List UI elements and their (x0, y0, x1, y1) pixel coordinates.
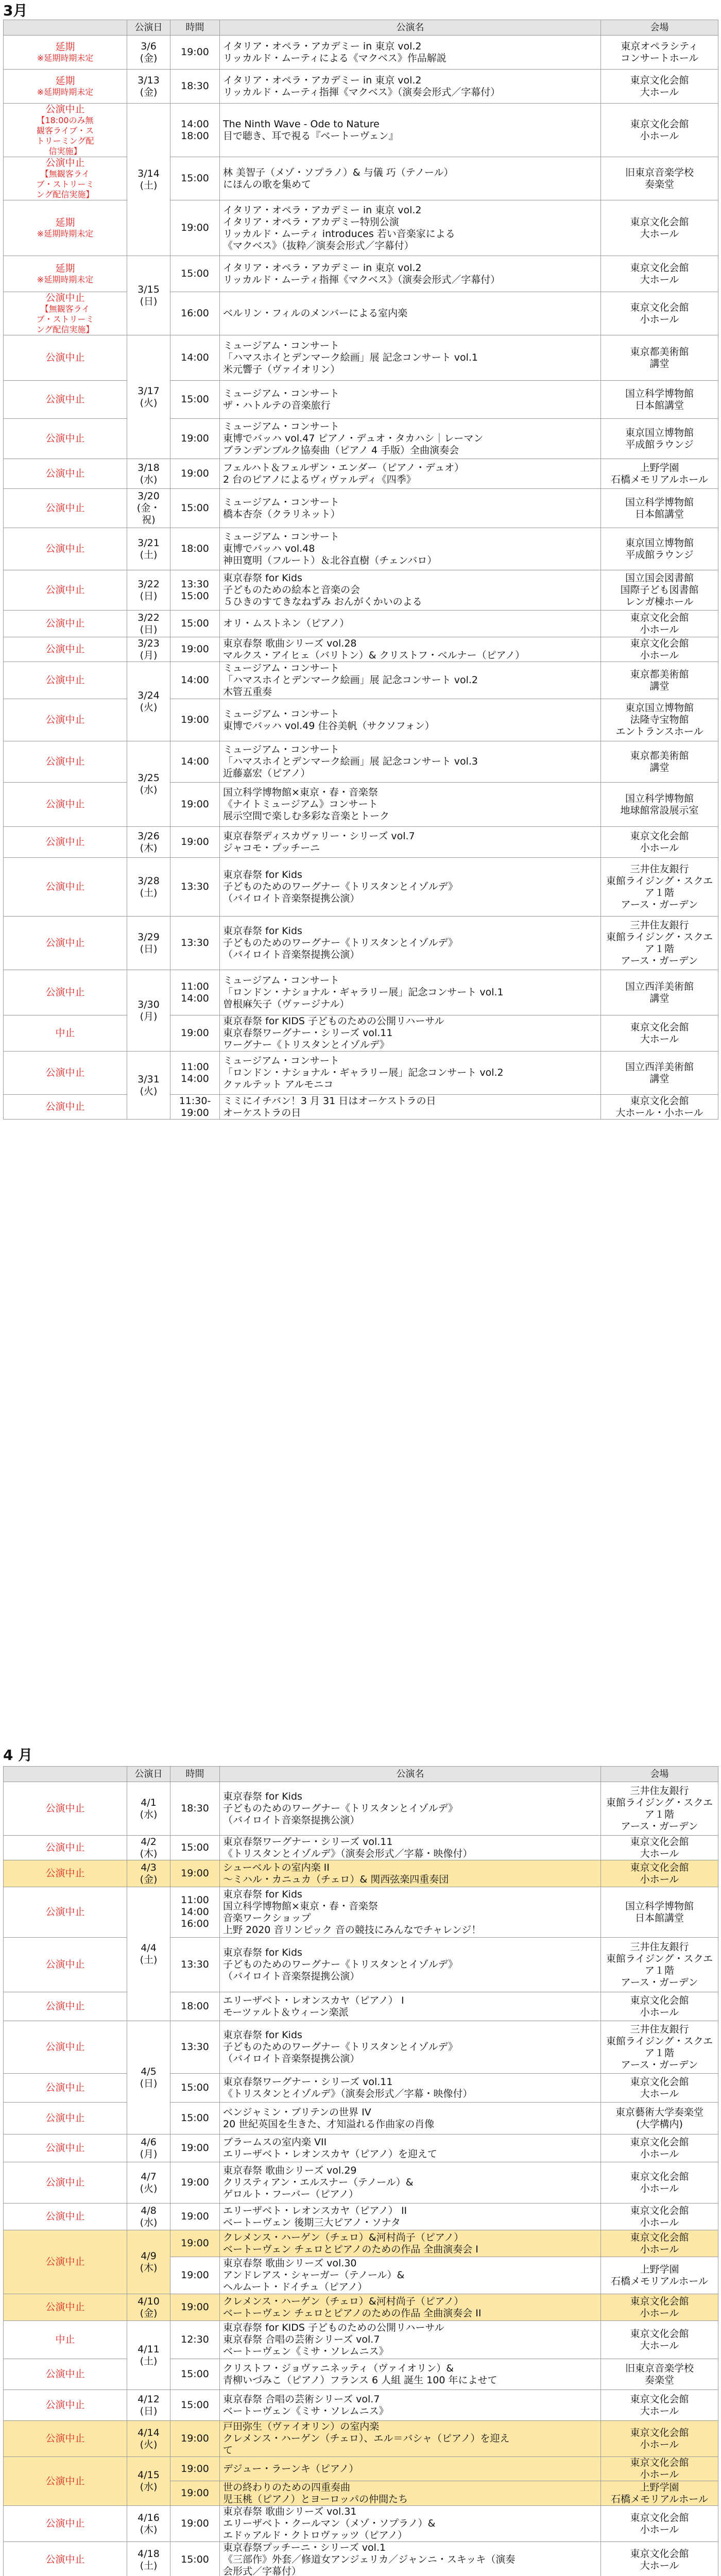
time-cell: 18:00 (170, 1992, 220, 2021)
date-cell: 4/11 (土) (127, 2321, 170, 2390)
table-row (4, 70, 718, 104)
title-cell: ミュージアム・コンサート 「ハマスホイとデンマーク絵画」展 記念コンサート vol.3 近藤嘉宏（ピアノ） (220, 741, 601, 783)
venue-cell: 東京文化会館 小ホール (601, 2230, 718, 2257)
table-row (4, 292, 718, 335)
date-cell: 3/24 (火) (127, 662, 170, 741)
table-row (4, 1938, 718, 1992)
venue-cell: 東京文化会館 大ホール (601, 2542, 718, 2576)
venue-cell: 東京文化会館 大ホール (601, 200, 718, 256)
time-cell: 19:00 (170, 827, 220, 858)
date-cell: 4/8 (水) (127, 2204, 170, 2230)
status-cell: 公演中止 (4, 2542, 127, 2576)
status-cell: 公演中止 (4, 970, 127, 1015)
table-row (4, 1782, 718, 1836)
date-cell: 4/12 (日) (127, 2390, 170, 2421)
table-row (4, 2421, 718, 2457)
date-cell: 3/22 (日) (127, 611, 170, 637)
title-cell: ミミにイチバン！3 月 31 日はオーケストラの日 オーケストラの日 (220, 1095, 601, 1120)
venue-cell: 東京文化会館 小ホール (601, 1992, 718, 2021)
date-cell: 4/15 (水) (127, 2457, 170, 2506)
time-cell: 19:00 (170, 459, 220, 489)
time-cell: 15:00 (170, 2359, 220, 2390)
title-cell: クリストフ・ジョヴァニネッティ（ヴァイオリン）& 青柳いづみこ（ピアノ）フランス 6 人組 誕生 100 年によせて (220, 2359, 601, 2390)
table-row (4, 662, 718, 699)
venue-cell: 東京文化会館 小ホール (601, 2457, 718, 2481)
venue-cell: 東京国立博物館 平成館ラウンジ (601, 419, 718, 459)
table-header-row (4, 20, 718, 36)
status-cell: 公演中止 (4, 2294, 127, 2321)
title-cell: ミュージアム・コンサート 「ロンドン・ナショナル・ギャラリー展」記念コンサート vol.1 曽根麻矢子（ヴァージナル） (220, 970, 601, 1015)
venue-cell: 東京文化会館 小ホール (601, 637, 718, 662)
table-row (4, 1860, 718, 1887)
status-cell: 公演中止 (4, 2359, 127, 2390)
status-cell: 公演中止 (4, 489, 127, 528)
venue-cell: 東京文化会館 小ホール (601, 2506, 718, 2542)
venue-cell: 東京オペラシティ コンサートホール (601, 36, 718, 70)
title-cell: ブラームスの室内楽 VII エリーザベト・レオンスカヤ（ピアノ）を迎えて (220, 2134, 601, 2162)
venue-cell: 東京文化会館 小ホール (601, 827, 718, 858)
title-cell: 東京春祭 歌曲シリーズ vol.31 エリーザベト・クールマン（メゾ・ソプラノ）& エドゥアルド・クトロヴァッツ（ピアノ） (220, 2506, 601, 2542)
time-cell: 15:00 (170, 1836, 220, 1860)
status-cell: 公演中止 (4, 2074, 127, 2103)
title-cell: 東京春祭 for Kids 子どものためのワーグナー《トリスタンとイゾルデ》 （バイロイト音楽祭提携公演） (220, 1938, 601, 1992)
venue-cell: 国立西洋美術館 講堂 (601, 970, 718, 1015)
venue-cell: 東京都美術館 講堂 (601, 741, 718, 783)
title-cell: イタリア・オペラ・アカデミー in 東京 vol.2 リッカルド・ムーティ指揮《マクベス》（演奏会形式／字幕付） (220, 70, 601, 104)
time-cell: 19:00 (170, 2257, 220, 2294)
time-cell: 19:00 (170, 2204, 220, 2230)
venue-cell: 東京藝術大学奏楽堂 (大学構内) (601, 2103, 718, 2134)
status-cell: 公演中止 (4, 662, 127, 699)
status-cell: 公演中止 【無観客ライ ブ・ストリーミ ング配信実施】 (4, 157, 127, 200)
status-cell: 公演中止 (4, 917, 127, 970)
table-row (4, 2230, 718, 2257)
table-row (4, 2134, 718, 2162)
venue-cell: 三井住友銀行 東館ライジング・スクエ ア１階 アース・ガーデン (601, 858, 718, 917)
table-row (4, 419, 718, 459)
status-cell: 公演中止 (4, 858, 127, 917)
time-cell: 14:00 18:00 (170, 104, 220, 157)
date-cell: 3/26 (木) (127, 827, 170, 858)
venue-header: 会場 (601, 20, 718, 36)
venue-cell: 東京都美術館 講堂 (601, 335, 718, 381)
status-cell: 公演中止 (4, 2204, 127, 2230)
status-cell: 公演中止 (4, 611, 127, 637)
title-cell: 東京春祭 歌曲シリーズ vol.28 マルクス・アイヒェ（バリトン）& クリストフ・ベルナー（ピアノ） (220, 637, 601, 662)
time-cell: 18:00 (170, 528, 220, 570)
status-cell: 公演中止 (4, 1052, 127, 1095)
status-cell: 公演中止 (4, 459, 127, 489)
time-cell: 13:30 (170, 1938, 220, 1992)
table-row (4, 2021, 718, 2074)
table-row (4, 699, 718, 741)
venue-cell: 東京文化会館 大ホール (601, 70, 718, 104)
title-cell: 東京春祭ワーグナー・シリーズ vol.11 《トリスタンとイゾルデ》（演奏会形式／字幕・映像付） (220, 2074, 601, 2103)
venue-cell: 東京国立博物館 平成館ラウンジ (601, 528, 718, 570)
time-cell: 16:00 (170, 292, 220, 335)
table-row (4, 2506, 718, 2542)
time-cell: 15:00 (170, 381, 220, 419)
status-cell: 延期 ※延期時期未定 (4, 70, 127, 104)
date-cell: 3/28 (土) (127, 858, 170, 917)
status-cell: 公演中止 (4, 1992, 127, 2021)
title-cell: 東京春祭 for KIDS 子どものための公開リハーサル 東京春祭 合唱の芸術シリーズ vol.7 ベートーヴェン《ミサ・ソレムニス》 (220, 2321, 601, 2359)
venue-cell: 東京文化会館 小ホール (601, 2134, 718, 2162)
venue-cell: 旧東京音楽学校 奏楽堂 (601, 2359, 718, 2390)
venue-cell: 東京文化会館 小ホール (601, 611, 718, 637)
venue-cell: 上野学園 石橋メモリアルホール (601, 2481, 718, 2506)
time-cell: 13:30 15:00 (170, 570, 220, 611)
table-row (4, 917, 718, 970)
table-row (4, 489, 718, 528)
title-header: 公演名 (220, 1767, 601, 1782)
time-cell: 19:00 (170, 637, 220, 662)
venue-cell: 東京文化会館 大ホール (601, 1015, 718, 1052)
time-cell: 19:00 (170, 36, 220, 70)
table-row (4, 2321, 718, 2359)
title-cell: イタリア・オペラ・アカデミー in 東京 vol.2 リッカルド・ムーティ指揮《マクベス》（演奏会形式／字幕付） (220, 256, 601, 292)
title-cell: 東京春祭プッチーニ・シリーズ vol.1 《三部作》外套／修道女アンジェリカ／ジャンニ・スキッキ（演奏 会形式／字幕付） (220, 2542, 601, 2576)
table-row (4, 2294, 718, 2321)
venue-cell: 国立西洋美術館 講堂 (601, 1052, 718, 1095)
title-cell: ミュージアム・コンサート 「ロンドン・ナショナル・ギャラリー展」記念コンサート vol.2 クァルテット アルモニコ (220, 1052, 601, 1095)
title-cell: 国立科学博物館×東京・春・音楽祭 《ナイトミュージアム》コンサート 展示空間で楽しむ多彩な音楽とトーク (220, 783, 601, 827)
status-cell: 公演中止 (4, 2421, 127, 2457)
table-row (4, 2359, 718, 2390)
table-row (4, 2457, 718, 2481)
date-cell: 4/2 (木) (127, 1836, 170, 1860)
time-cell: 11:00 14:00 (170, 970, 220, 1015)
venue-cell: 東京文化会館 小ホール (601, 2294, 718, 2321)
date-cell: 4/18 (土) (127, 2542, 170, 2576)
table-row (4, 741, 718, 783)
venue-cell: 三井住友銀行 東館ライジング・スクエ ア１階 アース・ガーデン (601, 917, 718, 970)
time-cell: 19:00 (170, 2421, 220, 2457)
april-heading: 4 月 (3, 1747, 32, 1764)
date-cell: 3/31 (火) (127, 1052, 170, 1120)
table-row (4, 2204, 718, 2230)
date-cell: 3/23 (月) (127, 637, 170, 662)
table-row (4, 2390, 718, 2421)
status-cell: 公演中止 【無観客ライ ブ・ストリーミ ング配信実施】 (4, 292, 127, 335)
status-cell: 公演中止 (4, 2230, 127, 2294)
time-cell: 13:30 (170, 858, 220, 917)
date-cell: 3/22 (日) (127, 570, 170, 611)
title-cell: デジュー・ラーンキ（ピアノ） (220, 2457, 601, 2481)
venue-cell: 国立科学博物館 地球館常設展示室 (601, 783, 718, 827)
venue-cell: 東京文化会館 小ホール (601, 2204, 718, 2230)
time-cell: 19:00 (170, 1015, 220, 1052)
status-cell: 中止 (4, 2321, 127, 2359)
title-cell: ミュージアム・コンサート 橋本杏奈（クラリネット） (220, 489, 601, 528)
venue-header: 会場 (601, 1767, 718, 1782)
time-cell: 19:00 (170, 2134, 220, 2162)
date-cell: 4/16 (木) (127, 2506, 170, 2542)
title-cell: クレメンス・ハーゲン（チェロ）&河村尚子（ピアノ） ベートーヴェン チェロとピアノのための作品 全曲演奏会 II (220, 2294, 601, 2321)
date-cell: 3/30 (月) (127, 970, 170, 1052)
table-row (4, 1887, 718, 1938)
date-cell: 4/7 (火) (127, 2162, 170, 2204)
status-cell: 公演中止 【18:00のみ無 観客ライブ・ス トリーミング配 信実施】 (4, 104, 127, 157)
time-cell: 19:00 (170, 2294, 220, 2321)
time-cell: 15:00 (170, 2074, 220, 2103)
status-cell: 公演中止 (4, 1860, 127, 1887)
venue-cell: 三井住友銀行 東館ライジング・スクエ ア１階 アース・ガーデン (601, 1782, 718, 1836)
date-cell: 3/25 (水) (127, 741, 170, 827)
table-row (4, 1992, 718, 2021)
time-header: 時間 (170, 1767, 220, 1782)
title-cell: ミュージアム・コンサート 「ハマスホイとデンマーク絵画」展 記念コンサート vol.1 米元響子（ヴァイオリン） (220, 335, 601, 381)
date-cell: 4/3 (金) (127, 1860, 170, 1887)
status-cell: 公演中止 (4, 1095, 127, 1120)
date-cell: 3/21 (土) (127, 528, 170, 570)
table-row (4, 335, 718, 381)
venue-cell: 東京都美術館 講堂 (601, 662, 718, 699)
title-cell: シューベルトの室内楽 II 〜ミハル・カニュカ（チェロ）& 関西弦楽四重奏団 (220, 1860, 601, 1887)
venue-cell: 国立科学博物館 日本館講堂 (601, 489, 718, 528)
table-row (4, 2103, 718, 2134)
date-cell: 3/17 (火) (127, 335, 170, 459)
title-cell: 東京春祭 for Kids 子どものためのワーグナー《トリスタンとイゾルデ》 （バイロイト音楽祭提携公演） (220, 917, 601, 970)
time-cell: 14:00 (170, 662, 220, 699)
title-cell: 東京春祭 for Kids 子どものための絵本と音楽の会 ５ひきのすてきなねずみ おんがくかいのよる (220, 570, 601, 611)
title-cell: ミュージアム・コンサート 「ハマスホイとデンマーク絵画」展 記念コンサート vol.2 木管五重奏 (220, 662, 601, 699)
title-cell: クレメンス・ハーゲン（チェロ）&河村尚子（ピアノ） ベートーヴェン チェロとピアノのための作品 全曲演奏会 I (220, 2230, 601, 2257)
title-cell: 東京春祭 for Kids 子どものためのワーグナー《トリスタンとイゾルデ》 （バイロイト音楽祭提携公演） (220, 2021, 601, 2074)
title-cell: エリーザベト・レオンスカヤ（ピアノ） I モーツァルト＆ウィーン楽派 (220, 1992, 601, 2021)
table-row (4, 611, 718, 637)
title-cell: 東京春祭 歌曲シリーズ vol.30 アンドレアス・シャーガー（テノール）& ヘルムート・ドイチュ（ピアノ） (220, 2257, 601, 2294)
title-cell: イタリア・オペラ・アカデミー in 東京 vol.2 リッカルド・ムーティによる《マクベス》作品解説 (220, 36, 601, 70)
venue-cell: 東京文化会館 大ホール (601, 1836, 718, 1860)
date-cell: 4/14 (火) (127, 2421, 170, 2457)
status-cell: 公演中止 (4, 528, 127, 570)
venue-cell: 東京国立博物館 法隆寺宝物館 エントランスホール (601, 699, 718, 741)
table-row (4, 381, 718, 419)
time-cell: 15:00 (170, 489, 220, 528)
date-cell: 4/5 (日) (127, 2021, 170, 2134)
title-cell: ベルリン・フィルのメンバーによる室内楽 (220, 292, 601, 335)
table-row (4, 256, 718, 292)
venue-cell: 東京文化会館 小ホール (601, 1860, 718, 1887)
venue-cell: 東京文化会館 大ホール・小ホール (601, 1095, 718, 1120)
venue-cell: 東京文化会館 大ホール (601, 256, 718, 292)
venue-cell: 旧東京音楽学校 奏楽堂 (601, 157, 718, 200)
table-row (4, 200, 718, 256)
venue-cell: 東京文化会館 大ホール (601, 2321, 718, 2359)
status-cell: 延期 ※延期時期未定 (4, 36, 127, 70)
time-cell: 19:00 (170, 1860, 220, 1887)
march-schedule-table (3, 20, 718, 1120)
table-row (4, 858, 718, 917)
table-row (4, 528, 718, 570)
status-cell: 公演中止 (4, 2021, 127, 2074)
date-cell: 4/4 (土) (127, 1887, 170, 2021)
venue-cell: 三井住友銀行 東館ライジング・スクエ ア１階 アース・ガーデン (601, 2021, 718, 2074)
status-cell: 公演中止 (4, 2134, 127, 2162)
table-row (4, 2542, 718, 2576)
time-cell: 19:00 (170, 200, 220, 256)
status-cell: 公演中止 (4, 783, 127, 827)
table-row (4, 2074, 718, 2103)
date-cell: 3/6 (金) (127, 36, 170, 70)
title-cell: 戸田弥生（ヴァイオリン）の室内楽 クレメンス・ハーゲン（チェロ）、エル＝バシャ（ピアノ）を迎え て (220, 2421, 601, 2457)
time-cell: 18:30 (170, 70, 220, 104)
venue-cell: 上野学園 石橋メモリアルホール (601, 459, 718, 489)
status-cell: 公演中止 (4, 335, 127, 381)
status-cell: 公演中止 (4, 827, 127, 858)
title-cell: ベンジャミン・ブリテンの世界 IV 20 世紀英国を生きた、才知溢れる作曲家の肖像 (220, 2103, 601, 2134)
table-row (4, 1095, 718, 1120)
status-cell: 公演中止 (4, 1887, 127, 1938)
time-cell: 19:00 (170, 2162, 220, 2204)
date-header: 公演日 (127, 1767, 170, 1782)
time-cell: 19:00 (170, 2481, 220, 2506)
title-cell: 東京春祭ワーグナー・シリーズ vol.11 《トリスタンとイゾルデ》（演奏会形式／字幕・映像付） (220, 1836, 601, 1860)
venue-cell: 国立科学博物館 日本館講堂 (601, 381, 718, 419)
time-cell: 19:00 (170, 783, 220, 827)
date-cell: 3/20 (金・ 祝) (127, 489, 170, 528)
time-cell: 15:00 (170, 157, 220, 200)
time-cell: 19:00 (170, 699, 220, 741)
title-cell: オリ・ムストネン（ピアノ） (220, 611, 601, 637)
time-cell: 15:00 (170, 611, 220, 637)
april-schedule-table (3, 1766, 718, 2576)
status-cell: 公演中止 (4, 2162, 127, 2204)
time-cell: 11:00 14:00 16:00 (170, 1887, 220, 1938)
time-cell: 19:00 (170, 2506, 220, 2542)
table-header-row (4, 1767, 718, 1782)
table-row (4, 1052, 718, 1095)
status-cell: 延期 ※延期時期未定 (4, 256, 127, 292)
title-cell: フェルハト＆フェルザン・エンダー（ピアノ・デュオ） 2 台のピアノによるヴィヴァルディ《四季》 (220, 459, 601, 489)
title-cell: 林 美智子（メゾ・ソプラノ）& 与儀 巧（テノール） にほんの歌を集めて (220, 157, 601, 200)
time-cell: 13:30 (170, 917, 220, 970)
status-cell: 公演中止 (4, 2103, 127, 2134)
venue-cell: 国立国会図書館 国際子ども図書館 レンガ棟ホール (601, 570, 718, 611)
title-cell: 東京春祭 for Kids 子どものためのワーグナー《トリスタンとイゾルデ》 （バイロイト音楽祭提携公演） (220, 858, 601, 917)
status-cell: 公演中止 (4, 741, 127, 783)
title-cell: ミュージアム・コンサート ザ・ハトルテの音楽旅行 (220, 381, 601, 419)
table-row (4, 970, 718, 1015)
date-cell: 4/1 (水) (127, 1782, 170, 1836)
title-cell: 東京春祭 合唱の芸術シリーズ vol.7 ベートーヴェン《ミサ・ソレムニス》 (220, 2390, 601, 2421)
date-cell: 4/6 (月) (127, 2134, 170, 2162)
table-row (4, 783, 718, 827)
table-row (4, 637, 718, 662)
status-cell: 公演中止 (4, 2390, 127, 2421)
table-row (4, 36, 718, 70)
venue-cell: 東京文化会館 大ホール (601, 2390, 718, 2421)
date-cell: 3/14 (土) (127, 104, 170, 256)
table-row (4, 1015, 718, 1052)
venue-cell: 上野学園 石橋メモリアルホール (601, 2257, 718, 2294)
title-cell: 東京春祭 for KIDS 子どものための公開リハーサル 東京春祭ワーグナー・シリーズ vol.11 ワーグナー《トリスタンとイゾルデ》 (220, 1015, 601, 1052)
title-cell: 東京春祭ディスカヴァリー・シリーズ vol.7 ジャコモ・プッチーニ (220, 827, 601, 858)
march-heading: 3月 (3, 2, 27, 20)
status-header (4, 1767, 127, 1782)
date-cell: 4/9 (木) (127, 2230, 170, 2294)
status-cell: 公演中止 (4, 381, 127, 419)
status-cell: 公演中止 (4, 1782, 127, 1836)
title-cell: ミュージアム・コンサート 東博でバッハ vol.49 住谷美帆（サクソフォン） (220, 699, 601, 741)
time-cell: 13:30 (170, 2021, 220, 2074)
status-header (4, 20, 127, 36)
table-row (4, 2162, 718, 2204)
time-cell: 19:00 (170, 419, 220, 459)
time-cell: 15:00 (170, 2103, 220, 2134)
title-cell: 東京春祭 for Kids 子どものためのワーグナー《トリスタンとイゾルデ》 （バイロイト音楽祭提携公演） (220, 1782, 601, 1836)
title-cell: イタリア・オペラ・アカデミー in 東京 vol.2 イタリア・オペラ・アカデミー特別公演 リッカルド・ムーティ introduces 若い音楽家による 《マクベス》（抜粋／演奏会形式／字幕付） (220, 200, 601, 256)
time-header: 時間 (170, 20, 220, 36)
date-cell: 4/10 (金) (127, 2294, 170, 2321)
time-cell: 14:00 (170, 741, 220, 783)
status-cell: 公演中止 (4, 570, 127, 611)
status-cell: 公演中止 (4, 419, 127, 459)
table-row (4, 104, 718, 157)
title-header: 公演名 (220, 20, 601, 36)
title-cell: エリーザベト・レオンスカヤ（ピアノ） II ベートーヴェン 後期三大ピアノ・ソナタ (220, 2204, 601, 2230)
table-row (4, 157, 718, 200)
table-row (4, 827, 718, 858)
status-cell: 公演中止 (4, 699, 127, 741)
venue-cell: 東京文化会館 小ホール (601, 104, 718, 157)
title-cell: ミュージアム・コンサート 東博でバッハ vol.48 神田寛明（フルート）＆北谷直樹（チェンバロ） (220, 528, 601, 570)
venue-cell: 東京文化会館 小ホール (601, 2162, 718, 2204)
venue-cell: 東京文化会館 小ホール (601, 292, 718, 335)
time-cell: 14:00 (170, 335, 220, 381)
status-cell: 公演中止 (4, 1836, 127, 1860)
title-cell: The Ninth Wave - Ode to Nature 目で聴き、耳で視る『ベートーヴェン』 (220, 104, 601, 157)
table-row (4, 570, 718, 611)
title-cell: 東京春祭 for Kids 国立科学博物館×東京・春・音楽祭 音楽ワークショップ 上野 2020 音リンピック 音の競技にみんなでチャレンジ！ (220, 1887, 601, 1938)
date-cell: 3/13 (金) (127, 70, 170, 104)
time-cell: 12:30 (170, 2321, 220, 2359)
time-cell: 15:00 (170, 2390, 220, 2421)
venue-cell: 三井住友銀行 東館ライジング・スクエ ア１階 アース・ガーデン (601, 1938, 718, 1992)
table-row (4, 1836, 718, 1860)
time-cell: 15:00 (170, 2542, 220, 2576)
date-cell: 3/29 (日) (127, 917, 170, 970)
status-cell: 公演中止 (4, 2457, 127, 2506)
time-cell: 18:30 (170, 1782, 220, 1836)
time-cell: 15:00 (170, 256, 220, 292)
date-cell: 3/18 (水) (127, 459, 170, 489)
time-cell: 19:00 (170, 2457, 220, 2481)
table-row (4, 459, 718, 489)
status-cell: 公演中止 (4, 2506, 127, 2542)
title-cell: ミュージアム・コンサート 東博でバッハ vol.47 ピアノ・デュオ・タカハシ｜レーマン ブランデンブルク協奏曲（ピアノ 4 手版）全曲演奏会 (220, 419, 601, 459)
title-cell: 東京春祭 歌曲シリーズ vol.29 クリスティアン・エルスナー（テノール）& ゲロルト・フーバー（ピアノ） (220, 2162, 601, 2204)
venue-cell: 国立科学博物館 日本館講堂 (601, 1887, 718, 1938)
venue-cell: 東京文化会館 大ホール (601, 2074, 718, 2103)
date-cell: 3/15 (日) (127, 256, 170, 335)
date-header: 公演日 (127, 20, 170, 36)
venue-cell: 東京文化会館 小ホール (601, 2421, 718, 2457)
status-cell: 公演中止 (4, 637, 127, 662)
status-cell: 公演中止 (4, 1938, 127, 1992)
status-cell: 延期 ※延期時期未定 (4, 200, 127, 256)
time-cell: 11:30- 19:00 (170, 1095, 220, 1120)
status-cell: 中止 (4, 1015, 127, 1052)
title-cell: 世の終わりのための四重奏曲 児玉桃（ピアノ）とヨーロッパの仲間たち (220, 2481, 601, 2506)
time-cell: 11:00 14:00 (170, 1052, 220, 1095)
time-cell: 19:00 (170, 2230, 220, 2257)
